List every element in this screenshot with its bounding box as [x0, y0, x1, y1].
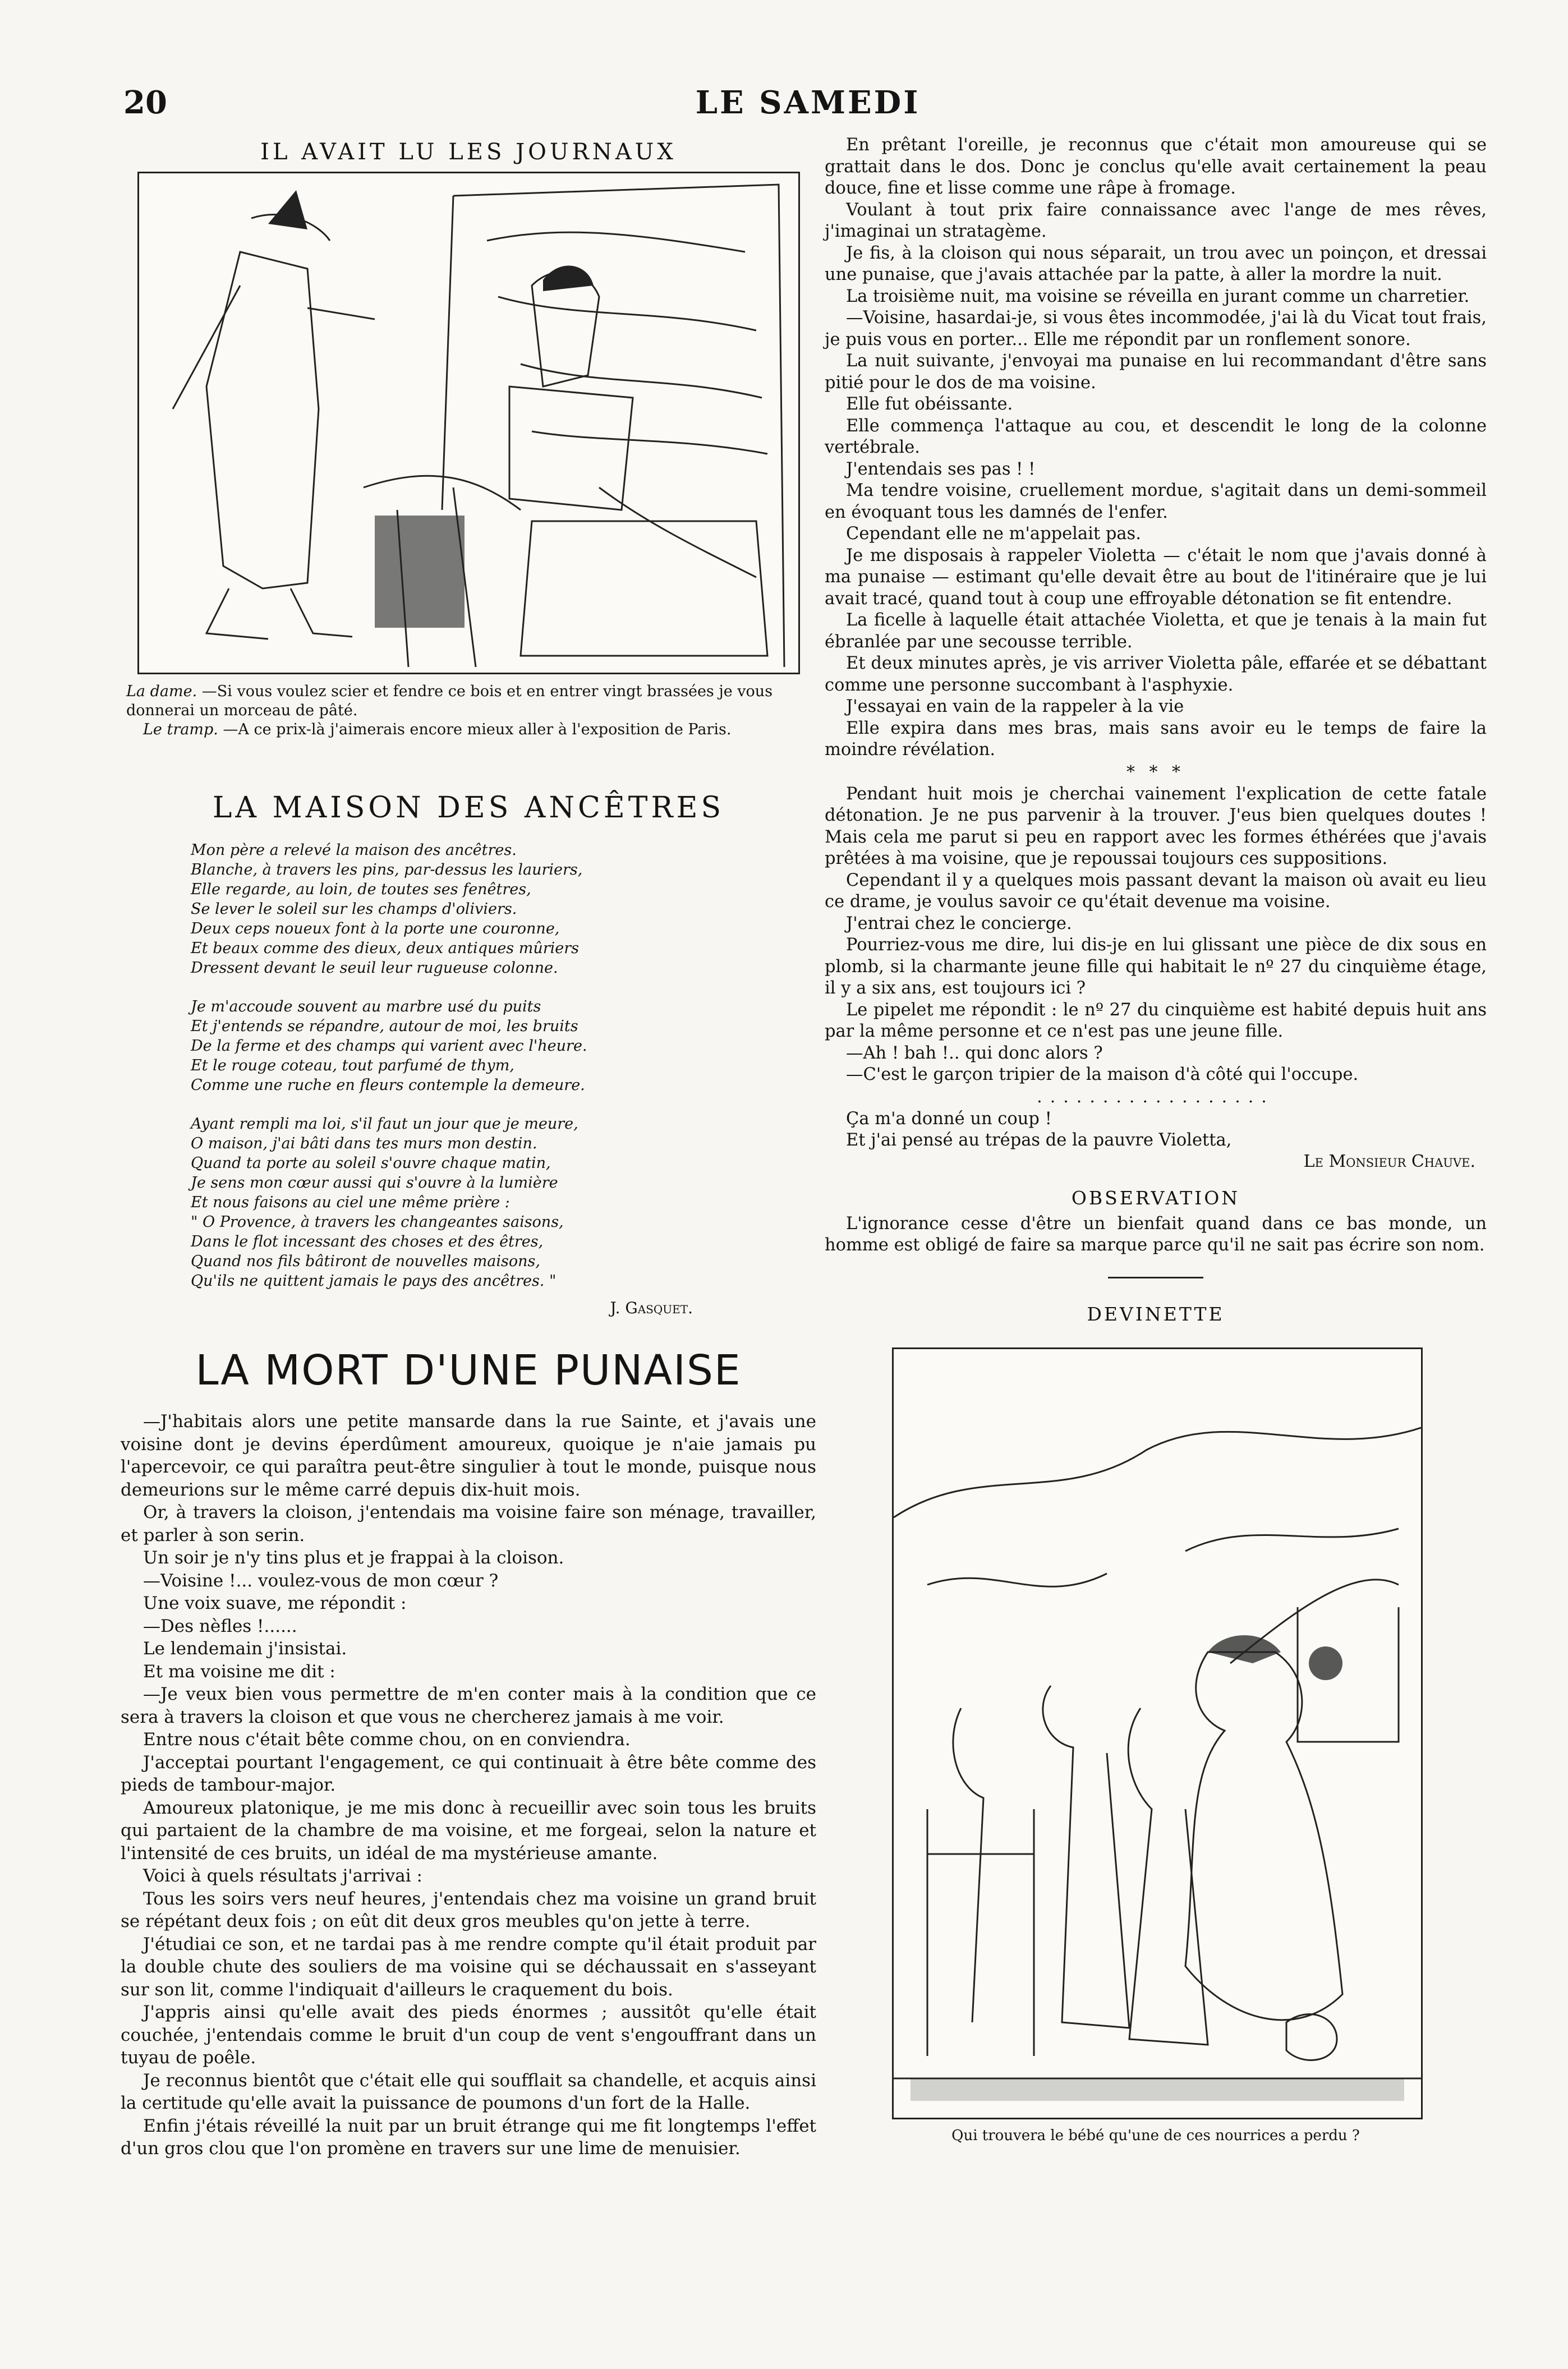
- story-closing-lines: [825, 1108, 1487, 1152]
- poem-line: Comme une ruche en fleurs contemple la demeure.: [191, 1077, 585, 1094]
- paragraph: Elle fut obéissante.: [846, 394, 1013, 414]
- poem-line: Dressent devant le seuil leur rugueuse colonne.: [191, 959, 558, 977]
- paragraph: J'entrai chez le concierge.: [846, 913, 1072, 933]
- paragraph: Pendant huit mois je cherchai vainement l'explication de cette fatale détonation. Je ne pus parvenir à la trouver. J'eus bien quelques doutes ! Mais cela me parut si peu en rapport avec les formes éthérées que j'avais prêtées à ma voisine, que je repoussai toujours ces suppositions.: [825, 784, 1487, 868]
- devinette-illustration: [892, 1347, 1423, 2119]
- paragraph: Et j'ai pensé au trépas de la pauvre Violetta,: [846, 1130, 1232, 1150]
- poem-line: Ayant rempli ma loi, s'il faut un jour que je meure,: [191, 1115, 578, 1133]
- poem-stanza: [191, 840, 816, 978]
- poem-line: Elle regarde, au loin, de toutes ses fenêtres,: [191, 881, 531, 898]
- poem-line: O maison, j'ai bâti dans tes murs mon destin.: [191, 1135, 537, 1152]
- poem-line: Quand ta porte au soleil s'ouvre chaque matin,: [191, 1154, 551, 1172]
- paragraph: —C'est le garçon tripier de la maison d'à côté qui l'occupe.: [846, 1065, 1359, 1084]
- paragraph: Ça m'a donné un coup !: [846, 1108, 1052, 1129]
- poem-signature: J. Gasquet.: [610, 1299, 693, 1317]
- poem-line: " O Provence, à travers les changeantes saisons,: [191, 1213, 564, 1231]
- poem-line: Qu'ils ne quittent jamais le pays des ancêtres. ": [191, 1272, 557, 1290]
- caption-line-lady: La dame. —Si vous voulez scier et fendre ce bois et en entrer vingt brassées je vous donnerai un morceau de pâté.: [126, 683, 773, 719]
- paragraph: —Voisine, hasardai-je, si vous êtes incommodée, j'ai là du Vicat tout frais, je puis vous en porter... Elle me répondit par un ronflement sonore.: [825, 308, 1487, 349]
- paragraph: —Je veux bien vous permettre de m'en conter mais à la condition que ce sera à travers la cloison et que vous ne chercherez jamais à me voir.: [121, 1684, 816, 1727]
- paragraph: Cependant il y a quelques mois passant devant la maison où avait eu lieu ce drame, je voulus savoir ce qu'était devenue ma voisine.: [825, 870, 1487, 912]
- paragraph: Un soir je n'y tins plus et je frappai à la cloison.: [143, 1548, 564, 1568]
- cartoon-caption: [126, 682, 816, 739]
- cartoon-illustration: [137, 172, 800, 674]
- poem-line: Et nous faisons au ciel une même prière :: [191, 1194, 510, 1211]
- paragraph: Et deux minutes après, je vis arriver Violetta pâle, effarée et se débattant comme une personne succombant à l'asphyxie.: [825, 654, 1487, 695]
- paragraph: —Ah ! bah !.. qui donc alors ?: [846, 1043, 1103, 1063]
- poem: [191, 840, 816, 1291]
- paragraph: Le pipelet me répondit : le nº 27 du cinquième est habité depuis huit ans par la même personne et ce n'est pas une jeune fille.: [825, 1000, 1487, 1041]
- poem-line: Et beaux comme des dieux, deux antiques mûriers: [191, 940, 580, 957]
- paragraph: Une voix suave, me répondit :: [143, 1593, 407, 1613]
- section-rule: [1108, 1277, 1203, 1278]
- paragraph: Amoureux platonique, je me mis donc à recueillir avec soin tous les bruits qui partaient de la chambre de ma voisine, et me forgeai, selon la nature et l'intensité de ces bruits, un idéal de ma mystérieuse amante.: [121, 1797, 816, 1864]
- paragraph: Je me disposais à rappeler Violetta — c'était le nom que j'avais donné à ma punaise — estimant qu'elle devait être au bout de l'itinéraire que je lui avait tracé, quand tout à coup une effroyable détonation se fit entendre.: [825, 545, 1487, 609]
- section-stars: * * *: [1126, 762, 1185, 782]
- left-column: [121, 135, 816, 2160]
- devinette-caption: Qui trouvera le bébé qu'une de ces nourrices a perdu ?: [951, 2127, 1360, 2144]
- paragraph: Je fis, à la cloison qui nous séparait, un trou avec un poinçon, et dressai une punaise, que j'avais attachée par la patte, à aller la mordre la nuit.: [825, 243, 1487, 284]
- poem-line: Quand nos fils bâtiront de nouvelles maisons,: [191, 1253, 540, 1270]
- paragraph: La troisième nuit, ma voisine se réveilla en jurant comme un charretier.: [846, 286, 1470, 306]
- observation-text: L'ignorance cesse d'être un bienfait quand dans ce bas monde, un homme est obligé de faire sa marque parce qu'il ne sait pas écrire son nom.: [825, 1213, 1487, 1255]
- poem-line: Dans le flot incessant des choses et des êtres,: [191, 1233, 544, 1250]
- caption-line-tramp: Le tramp. —A ce prix-là j'aimerais encore mieux aller à l'exposition de Paris.: [143, 721, 732, 738]
- paragraph: Enfin j'étais réveillé la nuit par un bruit étrange qui me fit longtemps l'effet d'un gros clou que l'on promène en travers sur une lime de menuisier.: [121, 2115, 816, 2159]
- paragraph: J'acceptai pourtant l'engagement, ce qui continuait à être bête comme des pieds de tambour-major.: [121, 1752, 816, 1795]
- paragraph: —J'habitais alors une petite mansarde dans la rue Sainte, et j'avais une voisine dont je devins éperdûment amoureux, quoique je n'aie jamais pu l'apercevoir, ce qui paraîtra peut-être singulier à tout le monde, puisque nous demeurions sur le même carré depuis dix-huit mois.: [121, 1411, 816, 1500]
- story-left-text: [121, 1410, 816, 2160]
- poem-line: Je sens mon cœur aussi qui s'ouvre à la lumière: [191, 1174, 558, 1192]
- paragraph: —Des nèfles !......: [143, 1616, 297, 1636]
- paragraph: Voulant à tout prix faire connaissance avec l'ange de mes rêves, j'imaginai un stratagème.: [825, 200, 1487, 241]
- dotted-separator: ..................: [1037, 1087, 1275, 1107]
- paragraph: Le lendemain j'insistai.: [143, 1639, 347, 1659]
- devinette-title: DEVINETTE: [1087, 1303, 1225, 1325]
- paragraph: En prêtant l'oreille, je reconnus que c'était mon amoureuse qui se grattait dans le dos. Donc je conclus qu'elle avait certainement la peau douce, fine et lisse comme une râpe à fromage.: [825, 135, 1487, 198]
- poem-line: Blanche, à travers les pins, par-dessus les lauriers,: [191, 861, 583, 878]
- paragraph: La nuit suivante, j'envoyai ma punaise en lui recommandant d'être sans pitié pour le dos de ma voisine.: [825, 351, 1487, 393]
- right-column: [825, 135, 1487, 2144]
- paragraph: J'essayai en vain de la rappeler à la vie: [846, 697, 1184, 716]
- poem-line: Et le rouge coteau, tout parfumé de thym,: [191, 1057, 514, 1074]
- poem-line: Et j'entends se répandre, autour de moi, les bruits: [191, 1018, 578, 1035]
- poem-line: Se lever le soleil sur les champs d'oliviers.: [191, 900, 517, 918]
- page-header: [123, 84, 1492, 129]
- paragraph: Et ma voisine me dit :: [143, 1661, 335, 1682]
- poem-line: Mon père a relevé la maison des ancêtres.: [191, 841, 517, 859]
- paragraph: Tous les soirs vers neuf heures, j'entendais chez ma voisine un grand bruit se répétant deux fois ; on eût dit deux gros meubles qu'on jette à terre.: [121, 1888, 816, 1931]
- story-right-text-continued: [825, 784, 1487, 1086]
- poem-line: Deux ceps noueux font à la porte une couronne,: [191, 920, 560, 937]
- paragraph: Entre nous c'était bête comme chou, on en conviendra.: [143, 1729, 631, 1750]
- story-title: LA MORT D'UNE PUNAISE: [195, 1346, 742, 1395]
- paragraph: Elle expira dans mes bras, mais sans avoir eu le temps de faire la moindre révélation.: [825, 718, 1487, 760]
- paragraph: La ficelle à laquelle était attachée Violetta, et que je tenais à la main fut ébranlée par une secousse terrible.: [825, 610, 1487, 652]
- journal-title: LE SAMEDI: [695, 84, 921, 121]
- paragraph: J'appris ainsi qu'elle avait des pieds énormes ; aussitôt qu'elle était couchée, j'entendais comme le bruit d'un coup de vent s'engouffrant dans un tuyau de poêle.: [121, 2002, 816, 2068]
- paragraph: Elle commença l'attaque au cou, et descendit le long de la colonne vertébrale.: [825, 416, 1487, 457]
- poem-stanza: [191, 1114, 816, 1291]
- poem-line: Je m'accoude souvent au marbre usé du puits: [191, 998, 541, 1015]
- poem-stanza: [191, 997, 816, 1095]
- observation-title: OBSERVATION: [1071, 1186, 1240, 1209]
- paragraph: J'entendais ses pas ! !: [846, 459, 1036, 479]
- cartoon-title: IL AVAIT LU LES JOURNAUX: [260, 139, 677, 165]
- page-number: 20: [123, 84, 167, 121]
- story-right-text: [825, 135, 1487, 761]
- paragraph: —Voisine !... voulez-vous de mon cœur ?: [143, 1570, 499, 1591]
- story-signature: Le Monsieur Chauve.: [1303, 1151, 1475, 1171]
- paragraph: Cependant elle ne m'appelait pas.: [846, 524, 1141, 544]
- paragraph: Voici à quels résultats j'arrivai :: [143, 1866, 422, 1886]
- paragraph: Or, à travers la cloison, j'entendais ma voisine faire son ménage, travailler, et parler à son serin.: [121, 1502, 816, 1545]
- paragraph: Ma tendre voisine, cruellement mordue, s'agitait dans un demi-sommeil en évoquant tous les damnés de l'enfer.: [825, 481, 1487, 522]
- paragraph: Je reconnus bientôt que c'était elle qui soufflait sa chandelle, et acquis ainsi la certitude qu'elle avait la puissance de poumons d'un fort de la Halle.: [121, 2070, 816, 2113]
- paragraph: J'étudiai ce son, et ne tardai pas à me rendre compte qu'il était produit par la double chute des souliers de ma voisine qui se déchaussait en s'asseyant sur son lit, comme l'indiquait d'ailleurs le craquement du bois.: [121, 1934, 816, 2000]
- poem-title: LA MAISON DES ANCÊTRES: [212, 791, 725, 825]
- poem-line: De la ferme et des champs qui varient avec l'heure.: [191, 1037, 587, 1055]
- paragraph: Pourriez-vous me dire, lui dis-je en lui glissant une pièce de dix sous en plomb, si la charmante jeune fille qui habitait le nº 27 du cinquième étage, il y a six ans, est toujours ici ?: [825, 935, 1487, 998]
